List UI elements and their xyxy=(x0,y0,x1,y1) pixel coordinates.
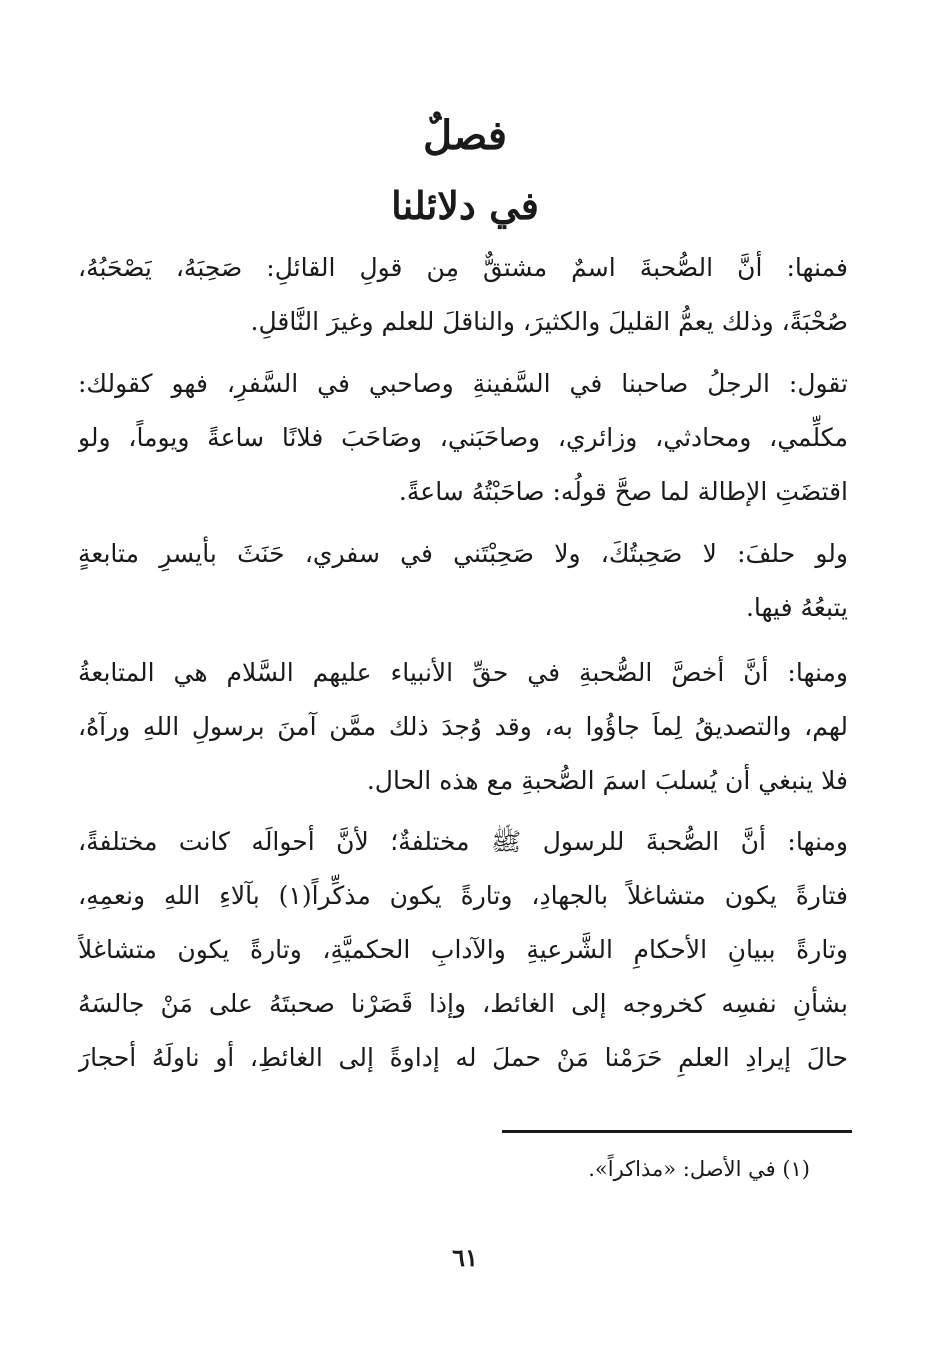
text-line: ولو حلفَ: لا صَحِبتُكَ، ولا صَحِبْتَني في سفري، حَنَثَ بأيسرِ متابعةٍ xyxy=(78,539,848,568)
footnote: (١) في الأصل: «مذاكراً». xyxy=(588,1157,810,1181)
text-line: بشأنِ نفسِه كخروجه إلى الغائط، وإذا قَصَرْنا صحبتَهُ على مَنْ جالسَهُ xyxy=(78,989,848,1018)
text-line: يتبعُهُ فيها. xyxy=(745,593,848,622)
text-line: فلا ينبغي أن يُسلبَ اسمَ الصُّحبةِ مع هذه الحال. xyxy=(366,766,848,795)
text-line: لهم، والتصديقُ لِماَ جاؤُوا به، وقد وُجدَ ذلك ممَّن آمنَ برسولِ اللهِ ورآهُ، xyxy=(78,712,848,741)
text-line: فمنها: أنَّ الصُّحبةَ اسمٌ مشتقٌّ مِن قولِ القائلِ: صَحِبَهُ، يَصْحَبُهُ، xyxy=(78,253,848,282)
page-number: ٦١ xyxy=(452,1243,478,1272)
paragraph-4 xyxy=(78,646,848,808)
paragraph-3 xyxy=(78,527,848,635)
footnote-divider xyxy=(502,1130,852,1133)
text-line: اقتضَتِ الإطالة لما صحَّ قولُه: صاحَبْتُهُ ساعةً. xyxy=(398,477,848,506)
paragraph-5 xyxy=(78,815,848,1085)
text-line: حالَ إيرادِ العلمِ حَرَمْنا مَنْ حملَ له إداوةً إلى الغائطِ، أو ناولَهُ أحجارَ xyxy=(78,1043,848,1072)
section-title: في دلائلنا xyxy=(391,183,539,228)
text-line: مكلِّمي، ومحادثي، وزائري، وصاحَبَني، وصَاحَبَ فلانًا ساعةً ويوماً، ولو xyxy=(78,423,848,452)
text-line: فتارةً يكون متشاغلاً بالجهادِ، وتارةً يكون مذكِّراً(١) بآلاءِ اللهِ ونعمِهِ، xyxy=(78,881,848,910)
text-line: وتارةً ببيانِ الأحكامِ الشَّرعيةِ والآدابِ الحكميَّةِ، وتارةً يكون متشاغلاً xyxy=(78,935,848,964)
text-line: صُحْبَةً، وذلك يعمُّ القليلَ والكثيرَ، والناقلَ للعلم وغيرَ النَّاقلِ. xyxy=(250,307,848,336)
text-line: ومنها: أنَّ الصُّحبةَ للرسول ﷺ مختلفةٌ؛ لأنَّ أحوالَه كانت مختلفةً، xyxy=(78,827,848,856)
text-line: ومنها: أنَّ أخصَّ الصُّحبةِ في حقِّ الأنبياء عليهم السَّلام هي المتابعةُ xyxy=(78,658,848,687)
chapter-title: فصلٌ xyxy=(422,112,508,159)
paragraph-1 xyxy=(78,241,848,349)
paragraph-2 xyxy=(78,357,848,519)
text-line: تقول: الرجلُ صاحبنا في السَّفينةِ وصاحبي في السَّفرِ، فهو كقولك: xyxy=(78,369,848,398)
